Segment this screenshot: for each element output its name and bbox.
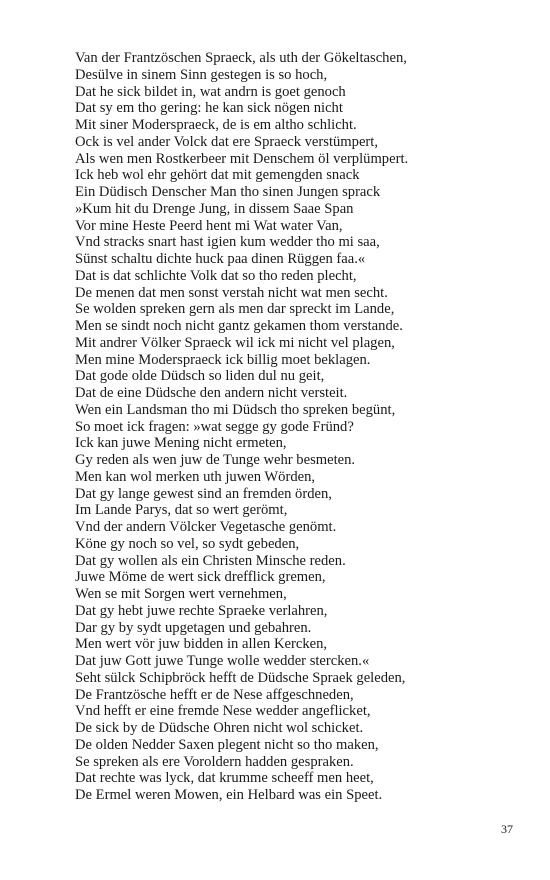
poem-line: Mit siner Moderspraeck, de is em altho schlicht.: [75, 117, 357, 133]
poem-line: Ick heb wol ehr gehört dat mit gemengden snack: [75, 167, 360, 184]
poem-line: Men wert vör juw bidden in allen Kercken,: [75, 636, 328, 653]
poem-line: So moet ick fragen: »wat segge gy gode Fründ?: [75, 418, 354, 435]
poem-line: Dat gy lange gewest sind an fremden örden,: [75, 485, 332, 502]
poem-line: Dat juw Gott juwe Tunge wolle wedder stercken.«: [75, 653, 370, 669]
poem-line: Ock is vel ander Volck dat ere Spraeck verstümpert,: [75, 133, 378, 150]
poem-line: Dat gy wollen als ein Christen Minsche reden.: [75, 552, 346, 569]
poem-text: [75, 50, 515, 804]
poem-line: Wen se mit Sorgen wert vernehmen,: [75, 586, 287, 602]
poem-line: Dat de eine Düdsche den andern nicht versteit.: [75, 385, 348, 401]
poem-line: De Frantzösche hefft er de Nese affgeschneden,: [75, 686, 354, 703]
poem-line: Men kan wol merken uth juwen Wörden,: [75, 468, 316, 485]
poem-line: Dar gy by sydt upgetagen und gebahren.: [75, 619, 312, 636]
poem-line: Desülve in sinem Sinn gestegen is so hoch,: [75, 66, 328, 83]
poem-line: De olden Nedder Saxen plegent nicht so tho maken,: [75, 736, 379, 753]
poem-line: Se spreken als ere Voroldern hadden gespraken.: [75, 753, 354, 770]
poem-line: Seht sülck Schipbröck hefft de Düdsche Spraek geleden,: [75, 669, 406, 686]
poem-line: Vnd der andern Völcker Vegetasche genömt.: [75, 519, 337, 535]
poem-line: »Kum hit du Drenge Jung, in dissem Saae Span: [75, 200, 354, 217]
poem-line: Ein Düdisch Denscher Man tho sinen Jungen sprack: [75, 184, 381, 200]
poem-line: De Ermel weren Mowen, ein Helbard was ein Speet.: [75, 787, 383, 803]
poem-line: Köne gy noch so vel, so sydt gebeden,: [75, 535, 300, 552]
poem-line: Im Lande Parys, dat so wert gerömt,: [75, 502, 288, 519]
poem-line: Dat gode olde Düdsch so liden dul nu geit,: [75, 368, 325, 385]
poem-line: Van der Frantzöschen Spraeck, als uth der Gökeltaschen,: [75, 50, 407, 66]
poem-line: Vor mine Heste Peerd hent mi Wat water Van,: [75, 217, 343, 234]
poem-line: Dat is dat schlichte Volk dat so tho reden plecht,: [75, 267, 357, 284]
poem-line: Juwe Möme de wert sick drefflick gremen,: [75, 569, 326, 586]
poem-line: Dat sy em tho gering: he kan sick nögen nicht: [75, 100, 343, 117]
poem-line: Se wolden spreken gern als men dar spreckt im Lande,: [75, 301, 395, 318]
poem-line: Vnd stracks snart hast igien kum wedder tho mi saa,: [75, 234, 380, 251]
poem-line: Vnd hefft er eine fremde Nese wedder angeflicket,: [75, 703, 371, 720]
poem-line: Wen ein Landsman tho mi Düdsch tho spreken begünt,: [75, 401, 396, 418]
page-number: 37: [501, 822, 513, 836]
poem-line: Men se sindt noch nicht gantz gekamen thom verstande.: [75, 318, 403, 334]
poem-line: Ick kan juwe Mening nicht ermeten,: [75, 435, 287, 452]
poem-line: Gy reden als wen juw de Tunge wehr besmeten.: [75, 452, 356, 468]
poem-line: Dat he sick bildet in, wat andrn is goet genoch: [75, 83, 346, 100]
poem-line: Als wen men Rostkerbeer mit Denschem öl verplümpert.: [75, 150, 409, 167]
poem-line: Mit andrer Völker Spraeck wil ick mi nicht vel plagen,: [75, 334, 395, 351]
poem-line: De menen dat men sonst verstah nicht wat men secht.: [75, 284, 388, 301]
poem-line: Dat gy hebt juwe rechte Spraeke verlahren,: [75, 602, 328, 619]
poem-line: Men mine Moderspraeck ick billig moet beklagen.: [75, 351, 371, 368]
poem-line: De sick by de Düdsche Ohren nicht wol schicket.: [75, 720, 364, 736]
poem-line: Sünst schaltu dichte huck paa dinen Rüggen faa.«: [75, 251, 366, 267]
poem-line: Dat rechte was lyck, dat krumme scheeff men heet,: [75, 770, 374, 787]
